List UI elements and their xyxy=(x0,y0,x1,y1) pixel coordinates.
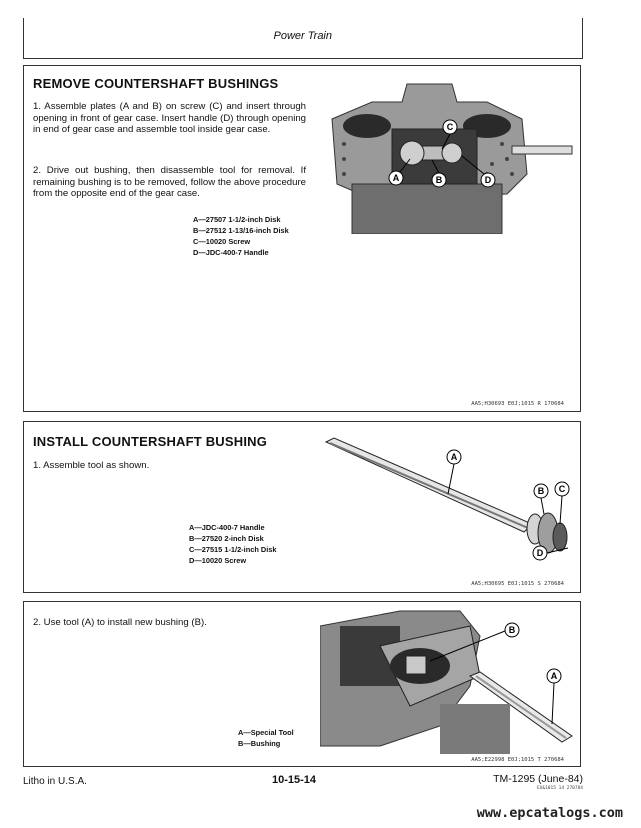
callout-c: C xyxy=(558,484,566,494)
callout-a: A xyxy=(550,671,558,681)
figure-code: AA5;E22998 E0J;1015 T 270684 xyxy=(471,757,564,763)
parts-legend xyxy=(193,214,289,258)
callout-b: B xyxy=(435,175,443,185)
gear-case-photo xyxy=(312,74,574,234)
step-text: 2. Drive out bushing, then disassemble tool for removal. If remaining bushing is to be removed, follow the above procedure from the opposite end of the gear case. xyxy=(33,165,306,200)
callout-d: D xyxy=(536,548,544,558)
parts-legend xyxy=(238,727,294,749)
page-header xyxy=(23,18,583,59)
section-install-step-2 xyxy=(23,601,581,767)
figure-code: AA5;H30693 E0J;1015 R 170684 xyxy=(471,401,564,407)
section-title: Power Train xyxy=(273,30,332,42)
legend-item: B—Bushing xyxy=(238,739,281,748)
callout-a: A xyxy=(392,173,400,183)
step-text: 1. Assemble plates (A and B) on screw (C) and insert through opening in front of gear case. Insert handle (D) through opening in end of gear case and assemble tool inside gear case. xyxy=(33,101,306,136)
parts-legend xyxy=(189,522,277,566)
legend-item: D—10020 Screw xyxy=(189,556,247,565)
figure-code: AA5;H30695 E0J;1015 S 270684 xyxy=(471,581,564,587)
section-heading: REMOVE COUNTERSHAFT BUSHINGS xyxy=(33,76,279,91)
legend-item: C—10020 Screw xyxy=(193,237,251,246)
legend-item: D—JDC-400-7 Handle xyxy=(193,248,269,257)
watermark: www.epcatalogs.com xyxy=(476,805,623,821)
legend-item: C—27515 1-1/2-inch Disk xyxy=(189,545,277,554)
section-remove-bushings xyxy=(23,65,581,412)
step-text: 2. Use tool (A) to install new bushing (B). xyxy=(33,617,207,628)
legend-item: A—27507 1-1/2-inch Disk xyxy=(193,215,281,224)
manual-number: TM-1295 (June-84) xyxy=(493,773,583,785)
callout-d: D xyxy=(484,175,492,185)
callout-a: A xyxy=(450,452,458,462)
legend-item: B—27520 2-inch Disk xyxy=(189,534,264,543)
page-number: 10-15-14 xyxy=(272,774,317,786)
legend-item: B—27512 1-13/16-inch Disk xyxy=(193,226,289,235)
legend-item: A—JDC-400-7 Handle xyxy=(189,523,265,532)
callout-c: C xyxy=(446,122,454,132)
section-install-bushing xyxy=(23,421,581,593)
footer-code: EX&1015 14 270784 xyxy=(536,786,583,791)
footer-litho: Litho in U.S.A. xyxy=(23,776,87,787)
step-text: 1. Assemble tool as shown. xyxy=(33,460,150,471)
assembled-tool-drawing xyxy=(320,436,570,576)
legend-item: A—Special Tool xyxy=(238,728,294,737)
bushing-install-photo xyxy=(320,606,576,754)
section-heading: INSTALL COUNTERSHAFT BUSHING xyxy=(33,434,268,449)
callout-b: B xyxy=(537,486,545,496)
callout-b: B xyxy=(508,625,516,635)
